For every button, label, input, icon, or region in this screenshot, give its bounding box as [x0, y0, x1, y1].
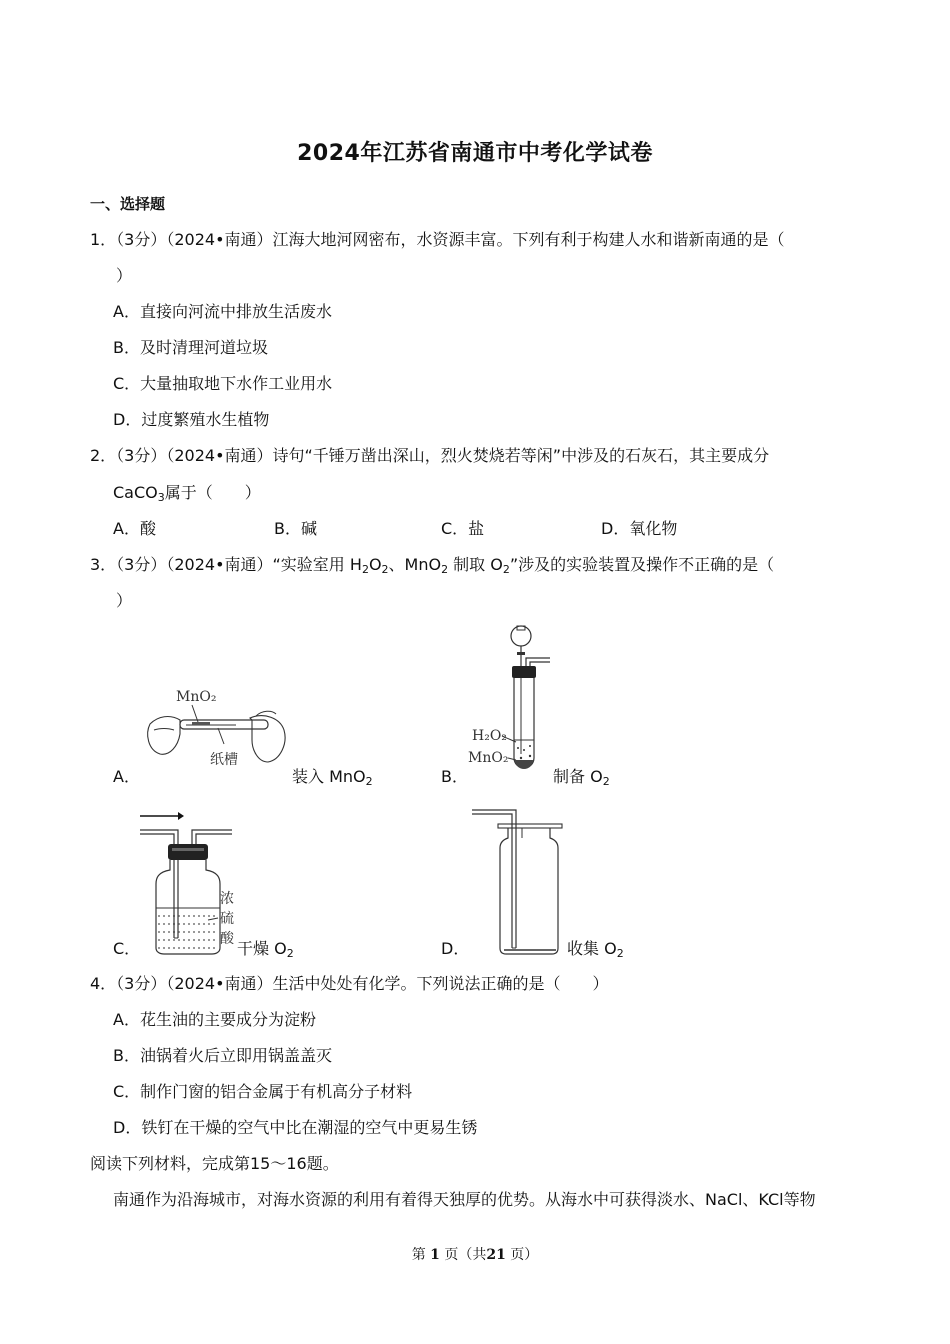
q2-option-c: C．盐: [441, 519, 485, 538]
q1-stem: 1．（3分）（2024•南通）江海大地河网密布，水资源丰富。下列有利于构建人水和谐新南通的是（: [90, 230, 785, 249]
q3-option-c-letter: C．: [113, 939, 141, 958]
figure-c-acid-label-1: 浓: [220, 891, 234, 907]
figure-b-mno2-label: MnO₂: [468, 750, 509, 766]
q3-stem-part: O: [368, 555, 382, 574]
q4-option-d: D．铁钉在干燥的空气中比在潮湿的空气中更易生锈: [113, 1118, 478, 1137]
q4-stem: 4．（3分）（2024•南通）生活中处处有化学。下列说法正确的是（ ）: [90, 974, 609, 993]
q1-option-b: B．及时清理河道垃圾: [113, 338, 268, 357]
figure-b-preparing-o2: [468, 622, 558, 772]
figure-c-acid-label-2: 硫: [220, 911, 234, 927]
page-footer: [0, 1244, 950, 1264]
q3-stem-end: ）: [116, 591, 133, 610]
q3-option-a-caption: [292, 766, 373, 793]
q3-option-a-letter: A．: [113, 767, 140, 786]
footer-total-pages: 21: [486, 1247, 506, 1263]
q4-option-b: B．油锅着火后立即用锅盖盖灭: [113, 1046, 332, 1065]
q1-option-a: A．直接向河流中排放生活废水: [113, 302, 332, 321]
q3-stem-part: ”涉及的实验装置及操作不正确的是（: [509, 555, 775, 574]
q3-option-a-sub: 2: [365, 775, 373, 788]
q2-option-d: D．氧化物: [601, 519, 678, 538]
q1-option-c: C．大量抽取地下水作工业用水: [113, 374, 333, 393]
page-title: 2024年江苏省南通市中考化学试卷: [297, 141, 653, 166]
footer-post: 页）: [510, 1247, 539, 1263]
q3-option-d-sub: 2: [616, 947, 624, 960]
q3-option-b-caption: [553, 766, 610, 793]
q4-option-a: A．花生油的主要成分为淀粉: [113, 1010, 316, 1029]
q3-stem-part: 、MnO: [388, 555, 442, 574]
figure-c-acid-label-3: 酸: [220, 931, 234, 947]
q1-option-d: D．过度繁殖水生植物: [113, 410, 270, 429]
q3-sub: 2: [502, 563, 510, 576]
q3-sub: 2: [381, 563, 389, 576]
reading-intro: 阅读下列材料，完成第15～16题。: [90, 1154, 339, 1173]
q3-option-c-caption: [237, 938, 294, 965]
q3-option-a-caption-text: 装入 MnO: [292, 767, 366, 786]
q2-option-a: A．酸: [113, 519, 156, 538]
q3-option-b-letter: B．: [441, 767, 468, 786]
q4-option-c: C．制作门窗的铝合金属于有机高分子材料: [113, 1082, 413, 1101]
figure-a-paper-label: 纸槽: [210, 752, 238, 768]
q3-option-b-caption-text: 制备 O: [553, 767, 603, 786]
footer-page-number: 1: [430, 1247, 440, 1263]
footer-pre: 第: [411, 1247, 426, 1263]
footer-mid: 页（共: [444, 1247, 487, 1263]
q3-option-c-sub: 2: [286, 947, 294, 960]
figure-a-loading-mno2: [140, 684, 290, 768]
q3-option-d-caption: [567, 938, 624, 965]
q3-stem-part: 3．（3分）（2024•南通）“实验室用 H: [90, 555, 362, 574]
q3-option-b-sub: 2: [602, 775, 610, 788]
q3-stem-part: 制取 O: [448, 555, 503, 574]
q1-stem-end: ）: [116, 266, 133, 285]
q3-option-c-caption-text: 干燥 O: [237, 939, 287, 958]
section-heading: 一、选择题: [90, 195, 166, 213]
reading-text: 南通作为沿海城市，对海水资源的利用有着得天独厚的优势。从海水中可获得淡水、NaCl、KCl等物: [113, 1190, 816, 1209]
figure-d-collecting-o2: [468, 808, 568, 958]
figure-c-drying-o2: [138, 808, 248, 958]
q3-sub: 2: [361, 563, 369, 576]
q3-sub: 2: [441, 563, 449, 576]
q3-option-d-caption-text: 收集 O: [567, 939, 617, 958]
q2-formula-main: CaCO: [113, 483, 158, 502]
q3-option-d-letter: D．: [441, 939, 470, 958]
q2-stem-end: 属于（ ）: [164, 483, 261, 502]
q2-stem: 2．（3分）（2024•南通）诗句“千锤万凿出深山，烈火焚烧若等闲”中涉及的石灰石，其主要成分: [90, 446, 770, 465]
q2-formula-sub: 3: [157, 491, 165, 504]
figure-a-mno2-label: MnO₂: [176, 689, 217, 705]
figure-b-h2o2-label: H₂O₂: [472, 728, 507, 744]
q2-stem-formula: [113, 482, 261, 509]
q2-option-b: B．碱: [274, 519, 317, 538]
q3-stem: [90, 554, 774, 581]
